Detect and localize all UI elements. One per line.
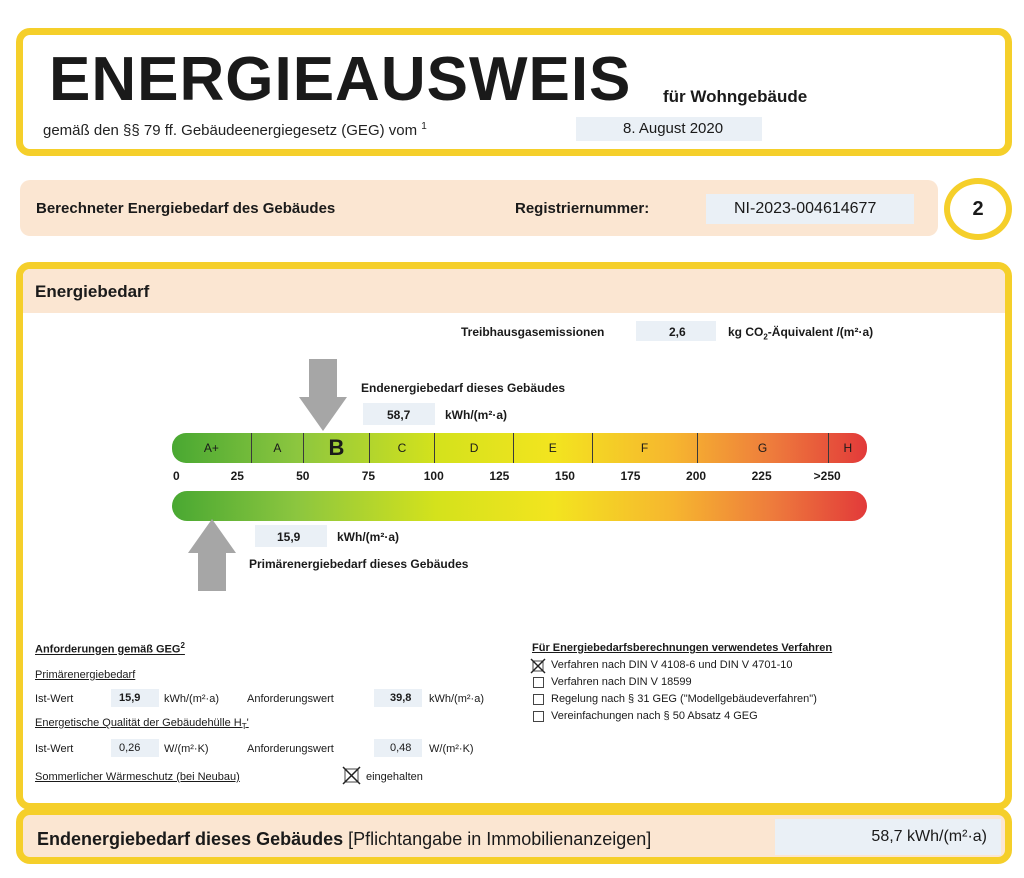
energy-class-c: C <box>369 433 435 463</box>
energy-section-header <box>23 269 1005 313</box>
method-checkbox <box>533 677 544 688</box>
method-checked-icon <box>530 658 546 674</box>
summer-status: eingehalten <box>366 771 423 783</box>
scale-tick: 225 <box>751 469 772 483</box>
hull-heading-text: Energetische Qualität der Gebäudehülle H <box>35 717 242 729</box>
footer-box <box>16 808 1012 864</box>
scale-tick: >250 <box>813 469 841 483</box>
ghg-unit-subscript: 2 <box>763 332 768 342</box>
method-label: Vereinfachungen nach § 50 Absatz 4 GEG <box>551 710 758 722</box>
primary-anf-label: Anforderungswert <box>247 693 334 705</box>
primary-ist-value: 15,9 <box>111 689 159 707</box>
ghg-unit-pre: kg CO <box>728 325 764 339</box>
scale-tick: 125 <box>489 469 510 483</box>
energy-class-b: B <box>303 433 369 463</box>
primary-anf-value: 39,8 <box>374 689 422 707</box>
hull-ist-unit: W/(m²·K) <box>164 743 209 755</box>
hull-heading-subscript: T <box>241 722 247 732</box>
energy-class-d: D <box>434 433 513 463</box>
primary-energy-arrow-icon <box>188 519 236 591</box>
primary-anf-unit: kWh/(m²·a) <box>429 693 484 705</box>
scale-tick: 150 <box>554 469 575 483</box>
scale-tick: 175 <box>620 469 641 483</box>
end-energy-unit: kWh/(m²·a) <box>445 408 507 422</box>
hull-quality-heading <box>35 717 249 731</box>
summer-checked-icon <box>342 766 362 786</box>
footer-label-bold: Endenergiebedarf dieses Gebäudes <box>37 829 344 849</box>
ghg-unit-post: -Äquivalent /(m²·a) <box>767 325 874 339</box>
page-title: ENERGIEAUSWEIS <box>49 45 632 114</box>
page-number-badge: 2 <box>944 178 1012 240</box>
footer-label-note: [Pflichtangabe in Immobilienanzeigen] <box>348 829 652 849</box>
page-subtitle: für Wohngebäude <box>663 87 808 106</box>
hull-anf-unit: W/(m²·K) <box>429 743 474 755</box>
energy-class-scale <box>172 433 867 463</box>
requirements-footnote: 2 <box>180 641 185 650</box>
energy-class-h: H <box>828 433 867 463</box>
section-label: Berechneter Energiebedarf des Gebäudes <box>36 200 336 217</box>
method-label: Regelung nach § 31 GEG ("Modellgebäudeverfahren") <box>551 693 817 705</box>
law-date: 8. August 2020 <box>576 117 762 141</box>
scale-tick: 200 <box>686 469 707 483</box>
energy-class-g: G <box>697 433 828 463</box>
registration-number: NI-2023-004614677 <box>706 194 914 224</box>
hull-ist-label: Ist-Wert <box>35 743 74 755</box>
hull-ist-value: 0,26 <box>111 739 159 757</box>
ghg-label: Treibhausgasemissionen <box>461 325 605 339</box>
footer-end-energy-value: 58,7 kWh/(m²·a) <box>775 819 1001 855</box>
hull-heading-post: ' <box>246 717 249 729</box>
method-checkbox <box>533 711 544 722</box>
primary-energy-scale <box>172 491 867 521</box>
primary-energy-unit: kWh/(m²·a) <box>337 530 399 544</box>
energy-demand-section <box>16 262 1012 810</box>
law-reference <box>43 121 427 139</box>
scale-tick: 50 <box>296 469 310 483</box>
hull-anf-value: 0,48 <box>374 739 422 757</box>
registration-number-label: Registriernummer: <box>515 200 650 217</box>
energy-section-title: Energiebedarf <box>35 282 150 301</box>
energy-class-e: E <box>513 433 592 463</box>
methods-heading: Für Energiebedarfsberechnungen verwendetes Verfahren <box>532 642 833 654</box>
method-label: Verfahren nach DIN V 4108-6 und DIN V 4701-10 <box>551 659 793 671</box>
scale-tick: 100 <box>423 469 444 483</box>
energy-class-f: F <box>592 433 697 463</box>
energy-class-a-plus: A+ <box>203 441 219 455</box>
summer-protection-label: Sommerlicher Wärmeschutz (bei Neubau) <box>35 771 240 783</box>
header-box <box>16 28 1012 156</box>
ghg-unit <box>728 325 873 341</box>
law-reference-text: gemäß den §§ 79 ff. Gebäudeenergiegesetz (GEG) vom <box>43 122 418 139</box>
scale-tick: 25 <box>230 469 244 483</box>
primary-ist-unit: kWh/(m²·a) <box>164 693 219 705</box>
end-energy-label: Endenergiebedarf dieses Gebäudes <box>361 381 566 395</box>
end-energy-arrow-icon <box>299 359 347 431</box>
energy-class-a: A <box>251 433 303 463</box>
scale-tick: 75 <box>361 469 376 483</box>
requirements-heading <box>35 641 185 656</box>
footer-label <box>37 829 651 850</box>
method-checkbox <box>533 694 544 705</box>
footnote-marker: 1 <box>421 121 427 132</box>
registration-bar <box>20 180 938 236</box>
ghg-value: 2,6 <box>636 321 716 341</box>
primary-energy-label: Primärenergiebedarf dieses Gebäudes <box>249 557 469 571</box>
requirements-heading-text: Anforderungen gemäß GEG <box>35 643 181 656</box>
method-label: Verfahren nach DIN V 18599 <box>551 676 692 688</box>
hull-anf-label: Anforderungswert <box>247 743 334 755</box>
primary-requirement-heading: Primärenergiebedarf <box>35 669 136 681</box>
primary-energy-value: 15,9 <box>255 525 327 547</box>
end-energy-value: 58,7 <box>363 403 435 425</box>
scale-tick: 0 <box>173 469 180 483</box>
primary-ist-label: Ist-Wert <box>35 693 74 705</box>
